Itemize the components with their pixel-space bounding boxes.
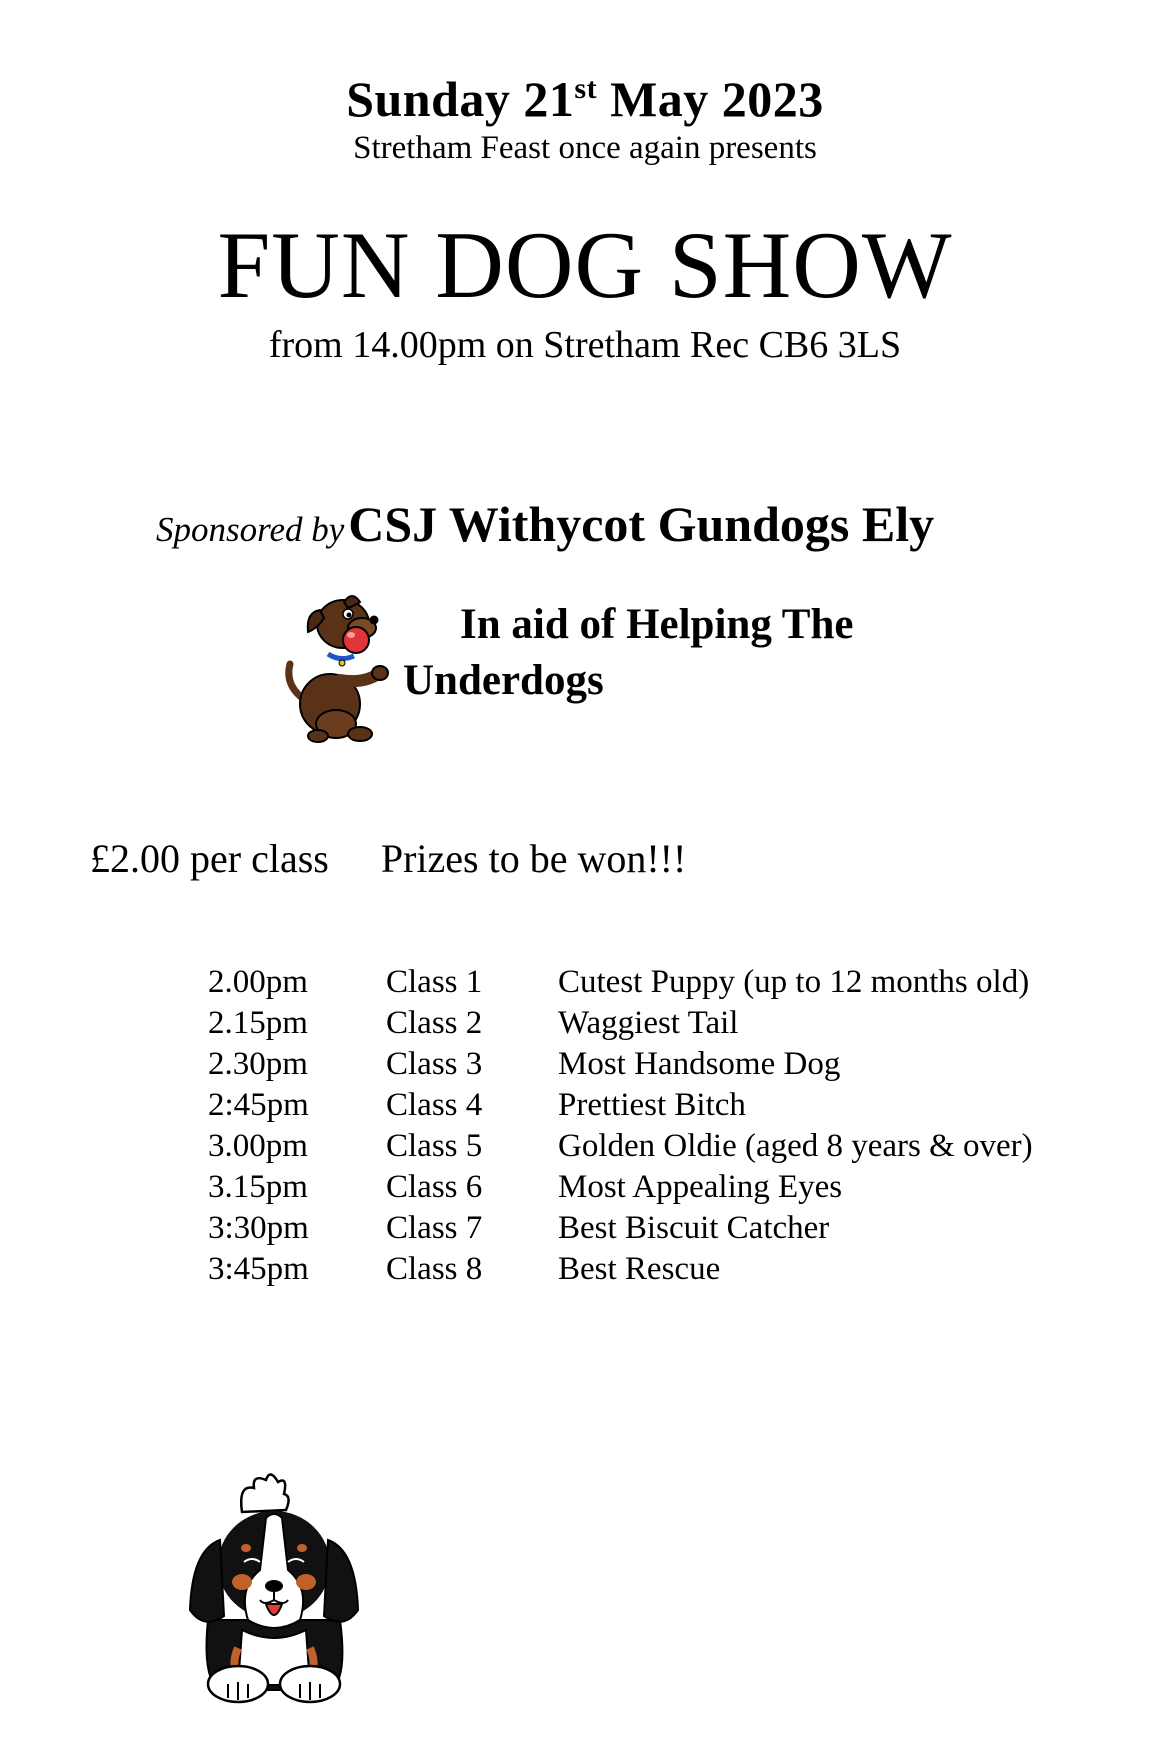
price-text: £2.00 per class [90,836,329,881]
sponsor-name: CSJ Withycot Gundogs Ely [348,496,935,552]
presents-line: Stretham Feast once again presents [353,130,817,166]
schedule-desc: Waggiest Tail [558,1005,739,1041]
schedule-class: Class 3 [386,1046,483,1082]
schedule-class: Class 1 [386,964,483,1000]
schedule-desc: Best Rescue [558,1251,721,1287]
schedule-class: Class 7 [386,1210,483,1246]
sponsor-prefix: Sponsored by [156,510,345,549]
prizes-text: Prizes to be won!!! [380,836,687,881]
pricing-line [90,835,686,882]
schedule-class: Class 8 [386,1251,483,1287]
schedule-time: 2.15pm [208,1005,308,1041]
schedule-desc: Golden Oldie (aged 8 years & over) [558,1128,1033,1164]
schedule-class: Class 6 [386,1169,483,1205]
event-date: Sunday 21st May 2023 [346,71,824,127]
bernese-puppy-icon [180,1470,370,1705]
schedule-class: Class 5 [386,1128,483,1164]
schedule-class: Class 4 [386,1087,483,1123]
schedule-time: 2:45pm [208,1087,309,1123]
schedule-time: 2.00pm [208,964,308,1000]
charity-line-1: In aid of Helping The [460,601,854,648]
schedule-time: 3:45pm [208,1251,309,1287]
schedule-time: 3:30pm [208,1210,309,1246]
schedule-desc: Cutest Puppy (up to 12 months old) [558,964,1030,1000]
schedule-desc: Most Appealing Eyes [558,1169,843,1205]
venue-line: from 14.00pm on Stretham Rec CB6 3LS [268,324,902,366]
charity-line-2: Underdogs [403,657,604,704]
schedule-time: 2.30pm [208,1046,308,1082]
schedule-desc: Best Biscuit Catcher [558,1210,830,1246]
schedule-time: 3.00pm [208,1128,308,1164]
schedule-class: Class 2 [386,1005,483,1041]
page-title: FUN DOG SHOW [217,212,953,318]
schedule-desc: Prettiest Bitch [558,1087,746,1123]
schedule-desc: Most Handsome Dog [558,1046,841,1082]
brown-dog-with-ball-icon [278,592,408,747]
schedule-time: 3.15pm [208,1169,308,1205]
sponsor-line [156,495,934,553]
